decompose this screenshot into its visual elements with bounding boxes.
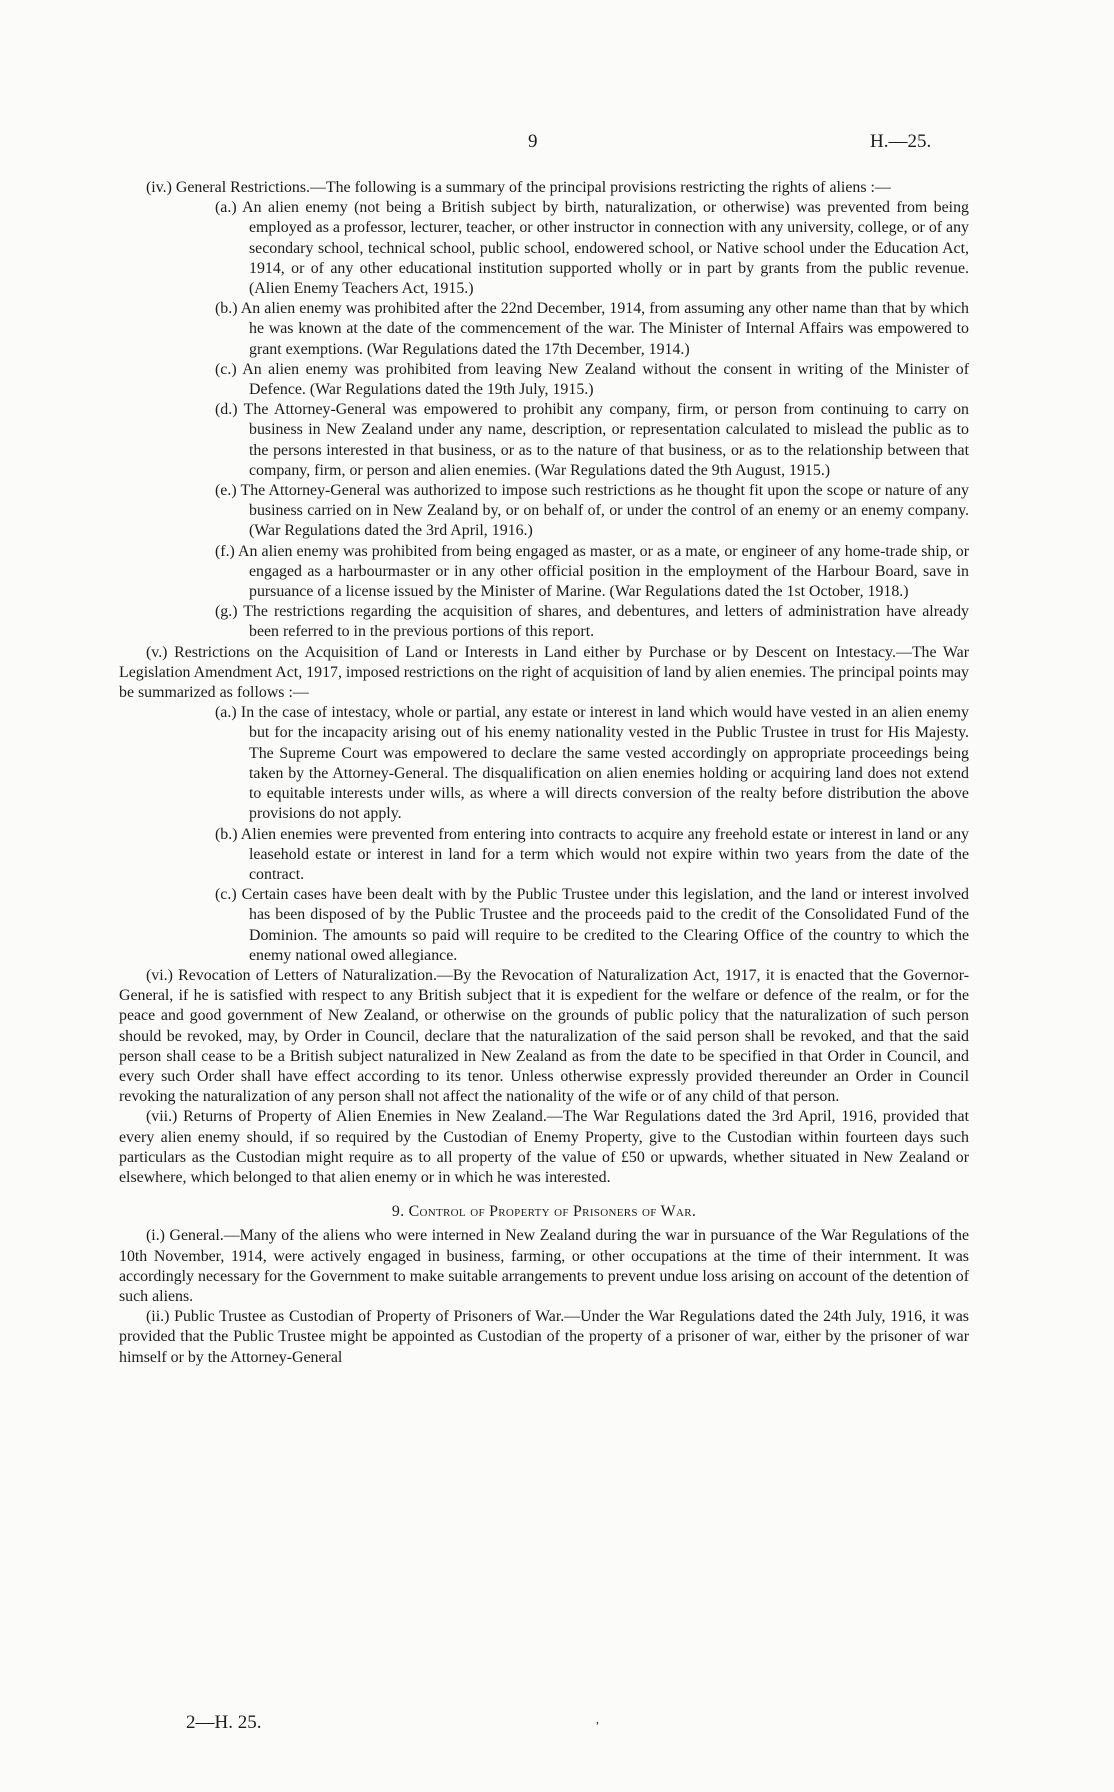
section-iv-item-a: (a.) An alien enemy (not being a British subject by birth, naturalization, or otherwise) was prevented from being employed as a professor, lecturer, teacher, or other instructor in connection with any university, college, or of any secondary school, technical school, public school, endowered school, or Native school under the Education Act, 1914, or of any other educational institution supported wholly or in part by grants from the public revenue. (Alien Enemy Teachers Act, 1915.)	[215, 199, 969, 298]
section-iv-item-c: (c.) An alien enemy was prohibited from leaving New Zealand without the consent in writing of the Minister of Defence. (War Regulations dated the 19th July, 1915.)	[215, 360, 969, 399]
section-9-heading: 9. Control of Property of Prisoners of War.	[391, 1203, 697, 1221]
section-iv-item-b: (b.) An alien enemy was prohibited after the 22nd December, 1914, from assuming any other name than that by which he was known at the date of the commencement of the war. The Minister of Internal Affairs was empowered to grant exemptions. (War Regulations dated the 17th December, 1914.)	[215, 300, 969, 358]
document-reference: H.—25.	[870, 131, 932, 152]
section-v-intro: (v.) Restrictions on the Acquisition of Land or Interests in Land either by Purchase or by Descent on Intestacy.—The War Legislation Amendment Act, 1917, imposed restrictions on the right of acquisition of land by alien enemies. The principal points may be summarized as follows :—	[119, 643, 969, 702]
section-vii: (vii.) Returns of Property of Alien Enemies in New Zealand.—The War Regulations dated the 3rd April, 1916, provided that every alien enemy should, if so required by the Custodian of Enemy Property, give to the Custodian within fourteen days such particulars as the Custodian might require as to all property of the value of £50 or upwards, whether situated in New Zealand or elsewhere, which belonged to that alien enemy or in which he was interested.	[119, 1108, 969, 1186]
section-iv-item-g: (g.) The restrictions regarding the acquisition of shares, and debentures, and letters of administration have already been referred to in the previous portions of this report.	[215, 603, 969, 641]
document-body	[119, 178, 969, 1368]
section-iv-intro: (iv.) General Restrictions.—The following is a summary of the principal provisions restricting the rights of aliens :—	[146, 179, 891, 196]
section-iv-item-f: (f.) An alien enemy was prohibited from being engaged as master, or as a mate, or engineer of any home-trade ship, or engaged as a harbourmaster or in any other official position in the employment of the Harbour Board, save in pursuance of a license issued by the Minister of Marine. (War Regulations dated the 1st October, 1918.)	[215, 542, 969, 601]
section-vi: (vi.) Revocation of Letters of Naturalization.—By the Revocation of Naturalization Act, 1917, it is enacted that the Governor-General, if he is satisfied with respect to any British subject that it is expedient for the welfare or defence of the realm, or for the peace and good government of New Zealand, or otherwise on the grounds of public policy that the naturalization of such person should be revoked, may, by Order in Council, declare that the naturalization of the said person shall be revoked, and that the said person shall cease to be a British subject naturalized in New Zealand as from the date to be specified in that Order in Council, and every such Order shall have effect according to its tenor. Unless otherwise expressly provided thereunder an Order in Council revoking the naturalization of any person shall not affect the nationality of the wife or of any child of that person.	[119, 966, 969, 1106]
section-v-item-a: (a.) In the case of intestacy, whole or partial, any estate or interest in land which would have vested in an alien enemy but for the incapacity arising out of his enemy nationality vested in the Public Trustee in trust for His Majesty. The Supreme Court was empowered to declare the same vested accordingly on appropriate proceedings being taken by the Attorney-General. The disqualification on alien enemies holding or acquiring land does not extend to equitable interests under wills, as where a will directs conversion of the realty before distribution the above provisions do not apply.	[215, 704, 969, 823]
section-v-item-b: (b.) Alien enemies were prevented from entering into contracts to acquire any freehold estate or interest in land or any leasehold estate or interest in land for a term which would not expire within two years from the date of the contract.	[215, 825, 969, 883]
signature-mark: 2—H. 25.	[186, 1712, 262, 1733]
page-number: 9	[528, 131, 538, 152]
section-v-item-c: (c.) Certain cases have been dealt with by the Public Trustee under this legislation, and the land or interest involved has been disposed of by the Public Trustee and the proceeds paid to the credit of the Consolidated Fund of the Dominion. The amounts so paid will require to be credited to the Clearing Office of the country to which the enemy national owed allegiance.	[215, 886, 969, 964]
section-9-para-ii: (ii.) Public Trustee as Custodian of Property of Prisoners of War.—Under the War Regulations dated the 24th July, 1916, it was provided that the Public Trustee might be appointed as Custodian of the property of a prisoner of war, either by the prisoner of war himself or by the Attorney-General	[119, 1308, 969, 1366]
printer-mark: ,	[596, 1712, 599, 1726]
section-iv-item-d: (d.) The Attorney-General was empowered to prohibit any company, firm, or person from continuing to carry on business in New Zealand under any name, description, or representation calculated to mislead the public as to the persons interested in that business, or as to the nature of that business, or as to the relationship between that company, firm, or person and alien enemies. (War Regulations dated the 9th August, 1915.)	[215, 401, 969, 479]
section-iv-item-e: (e.) The Attorney-General was authorized to impose such restrictions as he thought fit upon the scope or nature of any business carried on in New Zealand by, or on behalf of, or under the control of an enemy or an enemy company. (War Regulations dated the 3rd April, 1916.)	[215, 482, 969, 540]
section-9-para-i: (i.) General.—Many of the aliens who were interned in New Zealand during the war in pursuance of the War Regulations of the 10th November, 1914, were actively engaged in business, farming, or other occupations at the time of their internment. It was accordingly necessary for the Government to make suitable arrangements to prevent undue loss arising on account of the detention of such aliens.	[119, 1227, 969, 1305]
